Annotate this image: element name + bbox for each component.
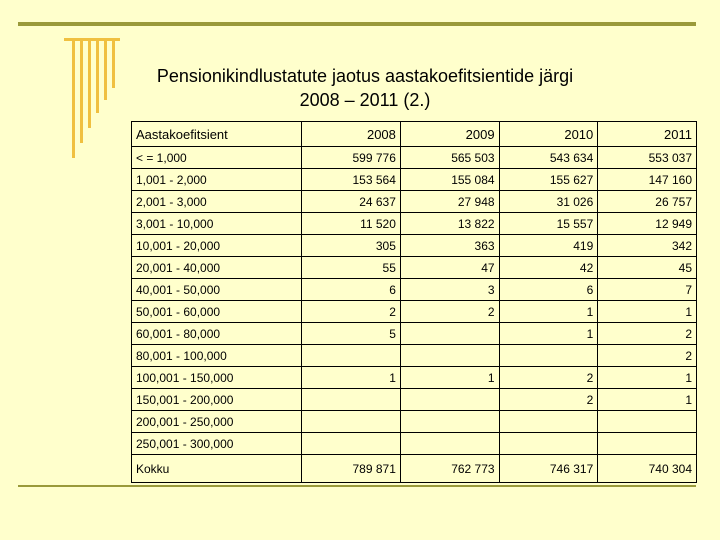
value-cell: 26 757: [598, 191, 697, 213]
value-cell: 153 564: [302, 169, 401, 191]
header-cell: 2009: [400, 122, 499, 147]
value-cell: [302, 345, 401, 367]
decorative-line: [88, 38, 91, 128]
table-row: [132, 433, 697, 455]
value-cell: 1: [499, 301, 598, 323]
header-cell: 2010: [499, 122, 598, 147]
value-cell: [499, 345, 598, 367]
value-cell: [302, 433, 401, 455]
value-cell: [400, 433, 499, 455]
table-total-row: [132, 455, 697, 483]
table-row: [132, 169, 697, 191]
row-label: 40,001 - 50,000: [132, 279, 302, 301]
value-cell: [302, 389, 401, 411]
value-cell: 147 160: [598, 169, 697, 191]
value-cell: 12 949: [598, 213, 697, 235]
value-cell: [400, 345, 499, 367]
table-row: [132, 345, 697, 367]
table-row: [132, 367, 697, 389]
row-label: 20,001 - 40,000: [132, 257, 302, 279]
value-cell: [400, 411, 499, 433]
value-cell: 31 026: [499, 191, 598, 213]
table-row: [132, 411, 697, 433]
row-label: 10,001 - 20,000: [132, 235, 302, 257]
value-cell: [400, 323, 499, 345]
total-cell: 789 871: [302, 455, 401, 483]
page-title: [140, 64, 590, 112]
title-line-2: 2008 – 2011 (2.): [299, 90, 431, 110]
value-cell: 45: [598, 257, 697, 279]
value-cell: [499, 433, 598, 455]
value-cell: 1: [598, 389, 697, 411]
value-cell: 5: [302, 323, 401, 345]
value-cell: 6: [302, 279, 401, 301]
header-cell: 2011: [598, 122, 697, 147]
value-cell: 13 822: [400, 213, 499, 235]
total-cell: 762 773: [400, 455, 499, 483]
value-cell: 1: [302, 367, 401, 389]
row-label: 50,001 - 60,000: [132, 301, 302, 323]
table-row: [132, 191, 697, 213]
total-cell: 740 304: [598, 455, 697, 483]
row-label: 1,001 - 2,000: [132, 169, 302, 191]
value-cell: 1: [499, 323, 598, 345]
row-label: 100,001 - 150,000: [132, 367, 302, 389]
table-row: [132, 213, 697, 235]
value-cell: 1: [598, 367, 697, 389]
value-cell: 6: [499, 279, 598, 301]
decorative-line: [104, 38, 107, 100]
value-cell: [598, 433, 697, 455]
header-cell: 2008: [302, 122, 401, 147]
value-cell: 1: [598, 301, 697, 323]
table-row: [132, 147, 697, 169]
value-cell: 47: [400, 257, 499, 279]
value-cell: 55: [302, 257, 401, 279]
decorative-line: [112, 38, 115, 88]
value-cell: 27 948: [400, 191, 499, 213]
table-row: [132, 257, 697, 279]
total-cell: Kokku: [132, 455, 302, 483]
value-cell: [598, 411, 697, 433]
table-row: [132, 235, 697, 257]
top-rule: [18, 22, 696, 26]
row-label: 2,001 - 3,000: [132, 191, 302, 213]
table-row: [132, 279, 697, 301]
value-cell: 342: [598, 235, 697, 257]
value-cell: 553 037: [598, 147, 697, 169]
title-line-1: Pensionikindlustatute jaotus aastakoefitsientide järgi: [156, 66, 574, 86]
table-row: [132, 389, 697, 411]
value-cell: 7: [598, 279, 697, 301]
value-cell: 155 627: [499, 169, 598, 191]
value-cell: 2: [598, 323, 697, 345]
table-row: [132, 301, 697, 323]
table-row: [132, 323, 697, 345]
row-label: 60,001 - 80,000: [132, 323, 302, 345]
decorative-line: [72, 38, 75, 158]
row-label: 3,001 - 10,000: [132, 213, 302, 235]
value-cell: 24 637: [302, 191, 401, 213]
value-cell: 155 084: [400, 169, 499, 191]
row-label: < = 1,000: [132, 147, 302, 169]
value-cell: 3: [400, 279, 499, 301]
decorative-line: [80, 38, 83, 143]
value-cell: 543 634: [499, 147, 598, 169]
total-cell: 746 317: [499, 455, 598, 483]
value-cell: 2: [499, 367, 598, 389]
value-cell: [302, 411, 401, 433]
value-cell: 305: [302, 235, 401, 257]
row-label: 150,001 - 200,000: [132, 389, 302, 411]
value-cell: 419: [499, 235, 598, 257]
decorative-line: [96, 38, 99, 113]
value-cell: 42: [499, 257, 598, 279]
value-cell: 363: [400, 235, 499, 257]
row-label: 80,001 - 100,000: [132, 345, 302, 367]
value-cell: 2: [598, 345, 697, 367]
value-cell: [400, 389, 499, 411]
table-header-row: [132, 122, 697, 147]
value-cell: [499, 411, 598, 433]
data-table: [131, 121, 697, 483]
bottom-rule: [18, 485, 696, 487]
header-cell: Aastakoefitsient: [132, 122, 302, 147]
value-cell: 15 557: [499, 213, 598, 235]
value-cell: 599 776: [302, 147, 401, 169]
row-label: 200,001 - 250,000: [132, 411, 302, 433]
value-cell: 1: [400, 367, 499, 389]
value-cell: 11 520: [302, 213, 401, 235]
value-cell: 2: [400, 301, 499, 323]
row-label: 250,001 - 300,000: [132, 433, 302, 455]
value-cell: 2: [499, 389, 598, 411]
value-cell: 565 503: [400, 147, 499, 169]
value-cell: 2: [302, 301, 401, 323]
